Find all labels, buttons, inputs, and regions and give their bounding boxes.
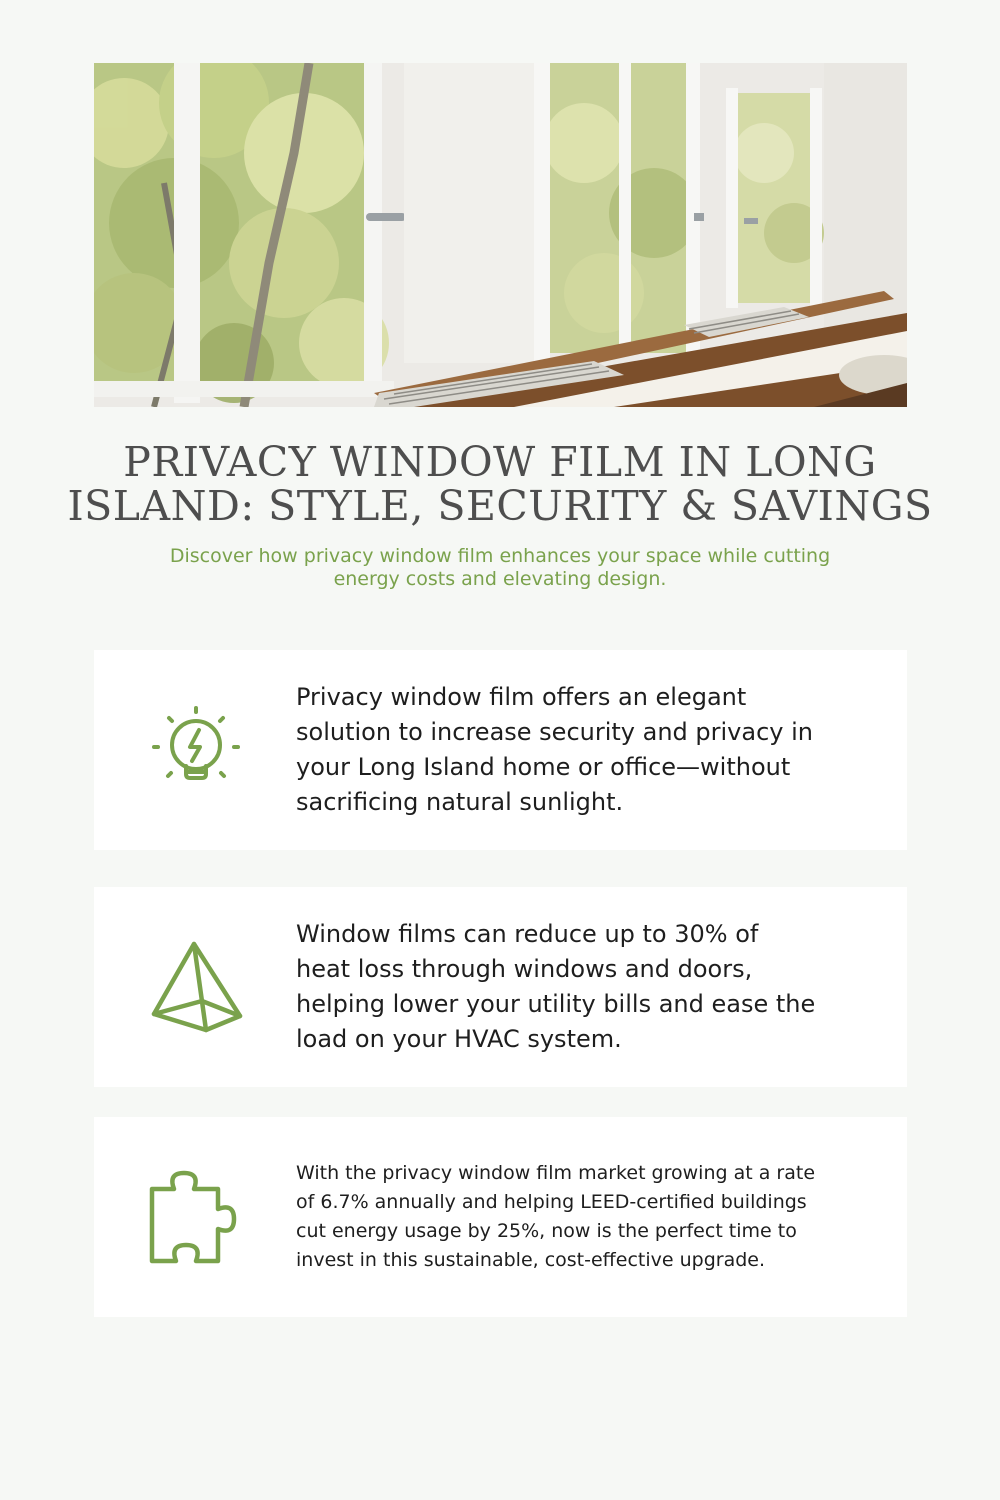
card-text: Window films can reduce up to 30% of heat loss through windows and doors, helping lower your utility bills and ease the load on your HVAC system. bbox=[296, 920, 816, 1053]
info-card-market bbox=[94, 1117, 907, 1317]
lightbulb-energy-icon bbox=[146, 700, 246, 800]
hero-image bbox=[94, 63, 907, 407]
card-text: With the privacy window film market growing at a rate of 6.7% annually and helping LEED-certified buildings cut energy usage by 25%, now is the perfect time to invest in this sustainable, cost-effective upgrade. bbox=[296, 1162, 816, 1271]
info-card-privacy bbox=[94, 650, 907, 850]
page-title: PRIVACY WINDOW FILM IN LONG ISLAND: STYLE, SECURITY & SAVINGS bbox=[67, 438, 933, 530]
page-subtitle: Discover how privacy window film enhances your space while cutting energy costs and elevating design. bbox=[169, 545, 831, 590]
card-text: Privacy window film offers an elegant solution to increase security and privacy in your Long Island home or office—without sacrificing natural sunlight. bbox=[296, 683, 813, 816]
pyramid-icon bbox=[146, 937, 246, 1037]
window-interior-photo bbox=[94, 63, 907, 407]
puzzle-piece-icon bbox=[146, 1167, 246, 1267]
info-card-energy bbox=[94, 887, 907, 1087]
